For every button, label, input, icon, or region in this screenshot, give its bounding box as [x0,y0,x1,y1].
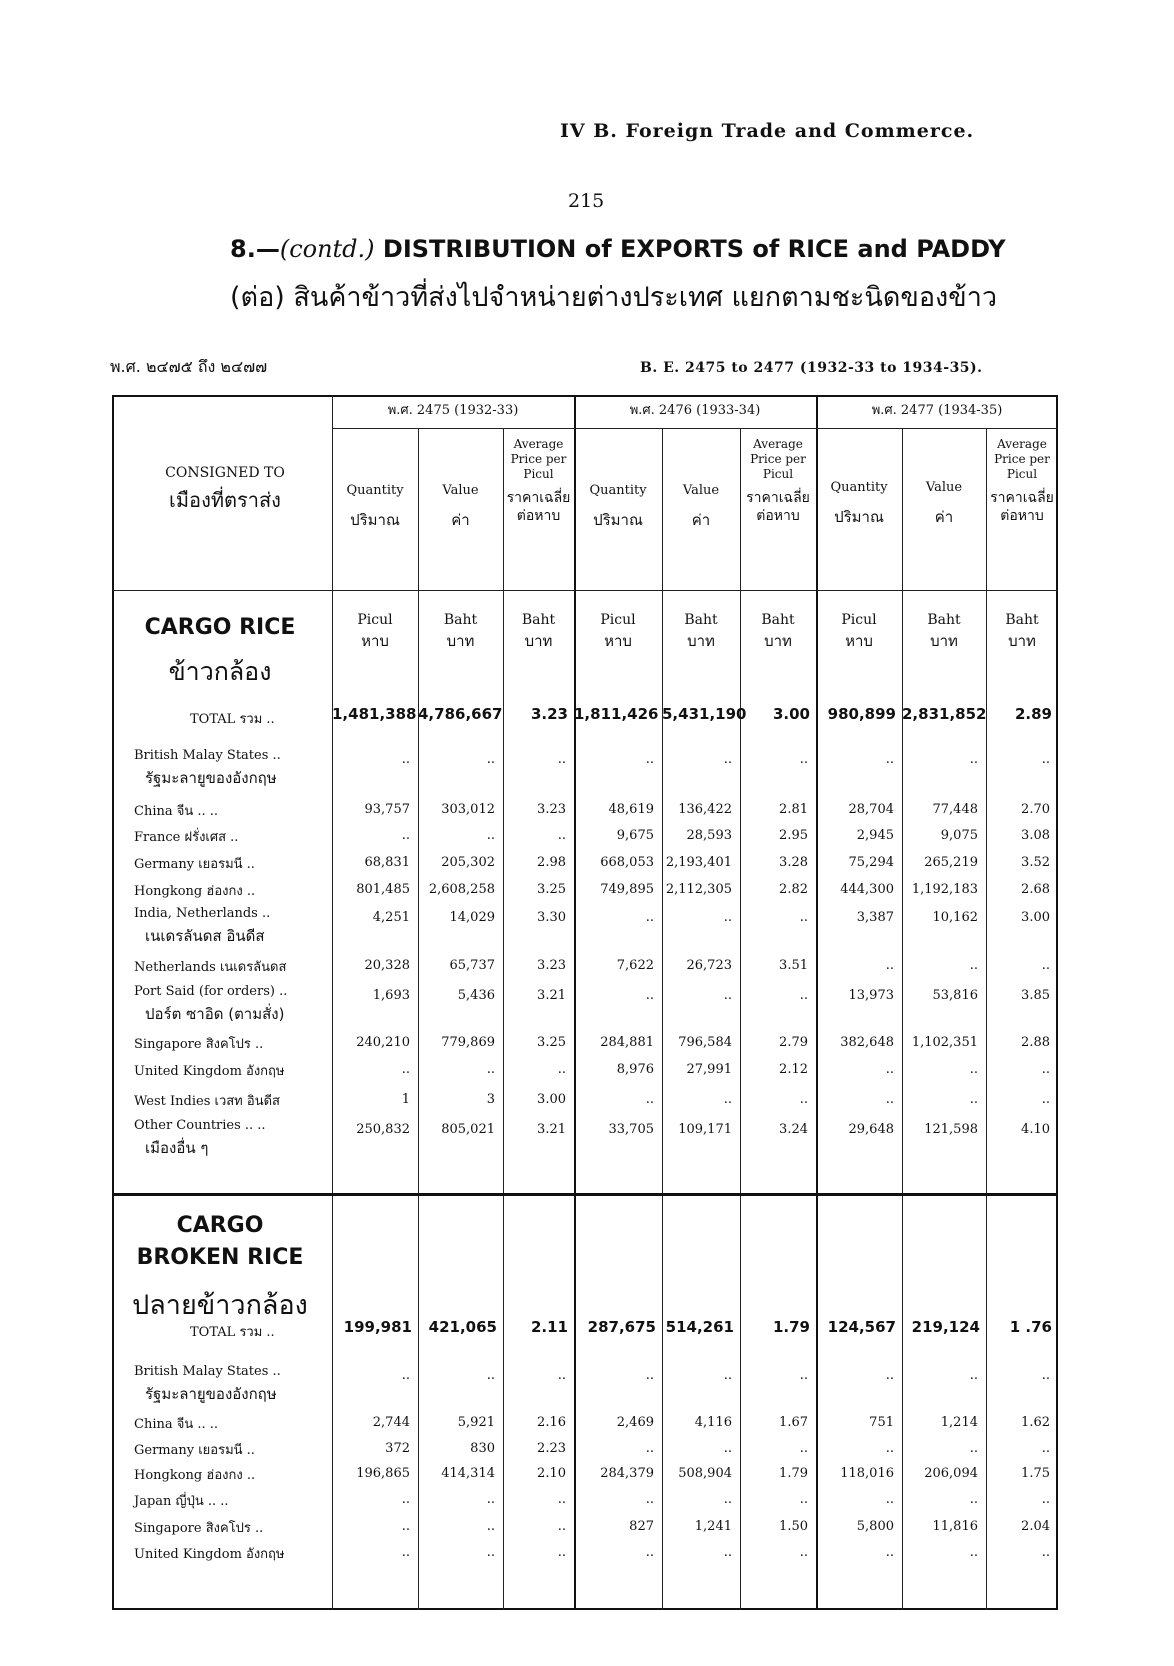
row-label: Singapore สิงคโปร .. [134,1521,264,1536]
unit-label: Baht [761,612,795,628]
table-cell: .. [723,1092,732,1107]
total-cell: 3.23 [530,705,568,723]
total-cell: 219,124 [911,1318,980,1336]
col-divider [418,428,419,1610]
cargo-rice-heading: CARGO RICE [144,615,296,640]
table-cell: .. [401,828,410,843]
table-cell: .. [799,910,808,925]
row-label: West Indies เวสท อินดีส [134,1094,280,1109]
table-cell: .. [969,1062,978,1077]
table-cell: 3.23 [537,958,566,973]
table-cell: .. [401,1545,410,1560]
row-label: British Malay States .. [134,748,281,763]
table-cell: .. [723,752,732,767]
table-cell: .. [799,1492,808,1507]
table-cell: .. [557,1519,566,1534]
row-label-th: ปอร์ต ซาอิด (ตามสั่ง) [145,1005,285,1023]
table-cell: 29,648 [848,1122,894,1137]
table-cell: 1,693 [372,988,410,1003]
table-cell: .. [557,1545,566,1560]
table-cell: 2,112,305 [665,882,732,897]
table-cell: .. [486,1545,495,1560]
table-cell: 3.25 [537,882,566,897]
unit-label: Baht [443,612,478,628]
table-cell: .. [1041,1062,1050,1077]
table-cell: 109,171 [678,1122,732,1137]
total-cell: 514,261 [665,1318,734,1336]
table-cell: 13,973 [848,988,894,1003]
table-cell: .. [486,1519,495,1534]
table-cell: .. [723,910,732,925]
table-cell: 2,193,401 [665,855,732,870]
table-cell: .. [885,1368,894,1383]
quantity-header: Quantity ปริมาณ [346,483,404,530]
table-cell: .. [645,988,654,1003]
table-cell: 2.88 [1021,1035,1050,1050]
value-header: Value ค่า [682,483,720,530]
table-cell: .. [723,1368,732,1383]
table-cell: 3.23 [537,802,566,817]
table-cell: 3.21 [537,988,566,1003]
table-cell: 2,608,258 [428,882,495,897]
table-cell: .. [885,1062,894,1077]
total-label: TOTAL รวม .. [190,712,275,727]
table-cell: 3.00 [1021,910,1050,925]
table-cell: 9,675 [616,828,654,843]
table-cell: .. [401,1062,410,1077]
row-label-th: รัฐมะลายูของอังกฤษ [145,1385,277,1403]
row-label: Hongkong ฮ่องกง .. [134,884,256,899]
col-divider [986,428,987,1610]
table-title-th: (ต่อ) สินค้าข้าวที่ส่งไปจำหน่ายต่างประเทศ แยกตามชะนิดของข้าว [230,282,998,313]
total-cell: 1 .76 [1009,1318,1052,1336]
section-header: IV B. Foreign Trade and Commerce. [560,120,975,142]
table-cell: 2.12 [779,1062,808,1077]
table-cell: .. [1041,752,1050,767]
table-cell: 196,865 [356,1466,410,1481]
table-cell: 2,744 [372,1415,410,1430]
title-contd: (contd.) [279,235,375,263]
table-cell: .. [969,1545,978,1560]
table-cell: 3.30 [537,910,566,925]
table-cell: 382,648 [840,1035,894,1050]
table-cell: 801,485 [356,882,410,897]
total-cell: 980,899 [827,705,896,723]
table-cell: .. [969,1368,978,1383]
table-cell: .. [486,1368,495,1383]
table-cell: .. [1041,1441,1050,1456]
total-cell: 3.00 [772,705,810,723]
table-cell: .. [969,958,978,973]
table-cell: 250,832 [356,1122,410,1137]
table-cell: 2.16 [537,1415,566,1430]
value-header: Value ค่า [442,483,479,530]
total-cell: 287,675 [587,1318,656,1336]
table-cell: 9,075 [940,828,978,843]
table-cell: 28,704 [848,802,894,817]
table-cell: 1.62 [1021,1415,1050,1430]
table-cell: 121,598 [924,1122,978,1137]
table-cell: 303,012 [441,802,495,817]
table-cell: .. [1041,958,1050,973]
table-cell: .. [645,1441,654,1456]
total-cell: 1,811,426 [574,705,659,723]
table-cell: .. [645,1492,654,1507]
table-cell: .. [645,910,654,925]
table-cell: 414,314 [441,1466,495,1481]
table-cell: 3.24 [779,1122,808,1137]
table-cell: .. [486,828,495,843]
table-cell: .. [885,958,894,973]
table-cell: .. [799,1441,808,1456]
page-number: 215 [568,190,605,212]
table-cell: 3.25 [537,1035,566,1050]
table-cell: 5,436 [457,988,495,1003]
total-cell: 199,981 [343,1318,412,1336]
avg-price-header: Average Price per Picul ราคาเฉลี่ยต่อหาบ [990,437,1054,524]
table-cell: 2.98 [537,855,566,870]
table-cell: .. [885,1545,894,1560]
table-cell: 827 [629,1519,654,1534]
table-cell: 2.10 [537,1466,566,1481]
table-cell: 3.52 [1021,855,1050,870]
unit-label-th: หาบ [604,632,632,650]
unit-label-th: บาท [764,632,792,650]
table-cell: .. [645,1545,654,1560]
table-cell: .. [885,752,894,767]
unit-label-th: หาบ [361,632,389,650]
table-cell: 5,921 [457,1415,495,1430]
table-cell: 2.68 [1021,882,1050,897]
section-divider [112,1193,1058,1196]
period-th: พ.ศ. ๒๔๗๕ ถึง ๒๔๗๗ [110,357,268,376]
table-cell: 48,619 [608,802,654,817]
table-cell: 2.82 [779,882,808,897]
table-cell: .. [1041,1492,1050,1507]
table-cell: .. [723,1441,732,1456]
table-cell: .. [557,1368,566,1383]
col-divider [503,428,504,1610]
table-cell: 53,816 [932,988,978,1003]
table-cell: 3,387 [856,910,894,925]
table-cell: 4,251 [372,910,410,925]
table-cell: .. [723,988,732,1003]
table-cell: .. [1041,1368,1050,1383]
table-cell: 8,976 [616,1062,654,1077]
table-cell: 75,294 [848,855,894,870]
table-cell: 668,053 [600,855,654,870]
col-divider [740,428,741,1610]
total-cell: 421,065 [428,1318,497,1336]
table-cell: 28,593 [686,828,732,843]
table-cell: .. [557,752,566,767]
total-cell: 2.89 [1014,705,1052,723]
total-label: TOTAL รวม .. [190,1325,275,1340]
unit-label: Picul [600,612,636,628]
table-cell: 284,881 [600,1035,654,1050]
table-cell: .. [799,1092,808,1107]
table-cell: 3 [486,1092,495,1107]
row-label: Japan ญี่ปุ่น .. .. [134,1494,229,1509]
row-label-th: รัฐมะลายูของอังกฤษ [145,769,277,787]
row-label: Other Countries .. .. [134,1118,266,1133]
table-cell: 1 [401,1092,410,1107]
table-cell: 444,300 [840,882,894,897]
table-cell: .. [969,1092,978,1107]
table-cell: .. [799,1545,808,1560]
table-cell: 3.00 [537,1092,566,1107]
row-label: China จีน .. .. [134,1417,219,1432]
table-cell: 11,816 [932,1519,978,1534]
table-cell: 14,029 [449,910,495,925]
table-cell: .. [885,1441,894,1456]
table-cell: 68,831 [364,855,410,870]
table-cell: 206,094 [924,1466,978,1481]
row-label: Hongkong ฮ่องกง .. [134,1468,256,1483]
quantity-header: Quantity ปริมาณ [830,480,888,527]
table-cell: 779,869 [441,1035,495,1050]
row-label: Port Said (for orders) .. [134,984,288,999]
unit-label-th: บาท [524,632,553,650]
table-cell: .. [799,1368,808,1383]
table-cell: 2.23 [537,1441,566,1456]
table-cell: 27,991 [686,1062,732,1077]
row-label: China จีน .. .. [134,804,219,819]
row-divider [112,590,1058,591]
table-cell: 2.81 [779,802,808,817]
table-cell: .. [645,1092,654,1107]
unit-label: Baht [521,612,556,628]
row-label: Germany เยอรมนี .. [134,857,255,872]
table-cell: 205,302 [441,855,495,870]
table-cell: 2,469 [616,1415,654,1430]
table-cell: .. [723,1545,732,1560]
table-cell: 33,705 [608,1122,654,1137]
row-label-th: เมืองอื่น ๆ [145,1139,209,1157]
table-cell: 2.79 [779,1035,808,1050]
table-cell: 2,945 [856,828,894,843]
col-divider [902,428,903,1610]
total-cell: 4,786,667 [418,705,503,723]
year-header-2476: พ.ศ. 2476 (1933-34) [629,403,761,418]
table-cell: .. [486,1062,495,1077]
total-cell: 1.79 [772,1318,810,1336]
table-cell: 508,904 [678,1466,732,1481]
table-cell: .. [1041,1092,1050,1107]
row-label: United Kingdom อังกฤษ [134,1547,285,1562]
table-cell: 1.75 [1021,1466,1050,1481]
table-cell: 3.08 [1021,828,1050,843]
table-cell: .. [969,1492,978,1507]
table-cell: 10,162 [932,910,978,925]
table-cell: 1,241 [694,1519,732,1534]
table-cell: .. [723,1492,732,1507]
avg-price-header: Average Price per Picul ราคาเฉลี่ยต่อหาบ [746,437,810,524]
table-cell: .. [885,1492,894,1507]
unit-label: Baht [927,612,961,628]
table-cell: .. [799,988,808,1003]
table-cell: .. [969,752,978,767]
table-cell: 1,214 [940,1415,978,1430]
table-cell: 1,102,351 [911,1035,978,1050]
table-cell: .. [645,1368,654,1383]
unit-label: Picul [357,612,393,628]
total-cell: 2.11 [530,1318,568,1336]
table-cell: 93,757 [364,802,410,817]
row-label: Netherlands เนเดรลันดส [134,960,287,975]
table-cell: 77,448 [932,802,978,817]
total-cell: 1,481,388 [332,705,417,723]
consigned-to-th: เมืองที่ตราส่ง [169,488,281,512]
total-cell: 124,567 [827,1318,896,1336]
table-cell: .. [799,752,808,767]
broken-rice-heading-2: BROKEN RICE [136,1245,304,1270]
table-cell: 805,021 [441,1122,495,1137]
table-cell: 26,723 [686,958,732,973]
row-label: Singapore สิงคโปร .. [134,1037,264,1052]
table-cell: 65,737 [449,958,495,973]
unit-label-th: บาท [1008,632,1036,650]
year-header-2477: พ.ศ. 2477 (1934-35) [871,403,1003,418]
cargo-rice-heading-th: ข้าวกล้อง [168,657,272,686]
table-cell: 118,016 [840,1466,894,1481]
consigned-to-en: CONSIGNED TO [165,465,285,481]
table-title-en [230,235,1006,263]
avg-price-header: Average Price per Picul ราคาเฉลี่ยต่อหาบ [506,437,571,524]
quantity-header: Quantity ปริมาณ [589,483,647,530]
table-cell: .. [486,752,495,767]
table-cell: 3.21 [537,1122,566,1137]
year-header-2475: พ.ศ. 2475 (1932-33) [387,403,519,418]
broken-rice-heading-1: CARGO [176,1213,264,1238]
table-cell: 3.51 [779,958,808,973]
row-label: United Kingdom อังกฤษ [134,1064,285,1079]
table-cell: 5,800 [856,1519,894,1534]
table-cell: 4,116 [694,1415,732,1430]
value-header: Value ค่า [925,480,963,527]
unit-label: Baht [1005,612,1039,628]
table-cell: .. [557,828,566,843]
table-cell: .. [1041,1545,1050,1560]
period-en: B. E. 2475 to 2477 (1932-33 to 1934-35). [640,360,983,376]
table-cell: 1.67 [779,1415,808,1430]
unit-label: Baht [684,612,718,628]
table-cell: .. [401,1368,410,1383]
unit-label-th: บาท [687,632,715,650]
row-label: India, Netherlands .. [134,906,271,921]
table-cell: 372 [385,1441,410,1456]
table-cell: .. [645,752,654,767]
row-label: France ฝรั่งเศส .. [134,830,239,845]
table-cell: 3.85 [1021,988,1050,1003]
table-cell: 1,192,183 [911,882,978,897]
table-cell: 2.70 [1021,802,1050,817]
table-cell: 265,219 [924,855,978,870]
row-label: British Malay States .. [134,1364,281,1379]
unit-label-th: บาท [446,632,475,650]
table-cell: 2.95 [779,828,808,843]
unit-label: Picul [841,612,877,628]
broken-rice-heading-th: ปลายข้าวกล้อง [132,1290,308,1321]
row-divider [332,428,1058,429]
table-cell: 284,379 [600,1466,654,1481]
table-cell: 4.10 [1021,1122,1050,1137]
table-cell: 830 [470,1441,495,1456]
table-cell: .. [401,1519,410,1534]
unit-label-th: หาบ [845,632,873,650]
total-cell: 5,431,190 [662,705,747,723]
table-cell: 2.04 [1021,1519,1050,1534]
title-number: 8.— [230,235,280,263]
table-cell: .. [885,1092,894,1107]
table-cell: 20,328 [364,958,410,973]
table-cell: .. [557,1062,566,1077]
title-text: DISTRIBUTION of EXPORTS of RICE and PADDY [382,235,1006,263]
table-cell: 749,895 [600,882,654,897]
table-cell: 796,584 [678,1035,732,1050]
table-cell: .. [401,1492,410,1507]
table-cell: .. [486,1492,495,1507]
table-cell: .. [401,752,410,767]
row-label: Germany เยอรมนี .. [134,1443,255,1458]
table-cell: 7,622 [616,958,654,973]
col-divider [662,428,663,1610]
table-cell: .. [969,1441,978,1456]
table-cell: 3.28 [779,855,808,870]
table-cell: 751 [869,1415,894,1430]
total-cell: 2,831,852 [902,705,987,723]
table-cell: 240,210 [356,1035,410,1050]
table-cell: .. [557,1492,566,1507]
table-cell: 1.50 [779,1519,808,1534]
table-cell: 136,422 [678,802,732,817]
unit-label-th: บาท [930,632,958,650]
row-label-th: เนเดรลันดส อินดีส [145,927,265,945]
table-cell: 1.79 [779,1466,808,1481]
